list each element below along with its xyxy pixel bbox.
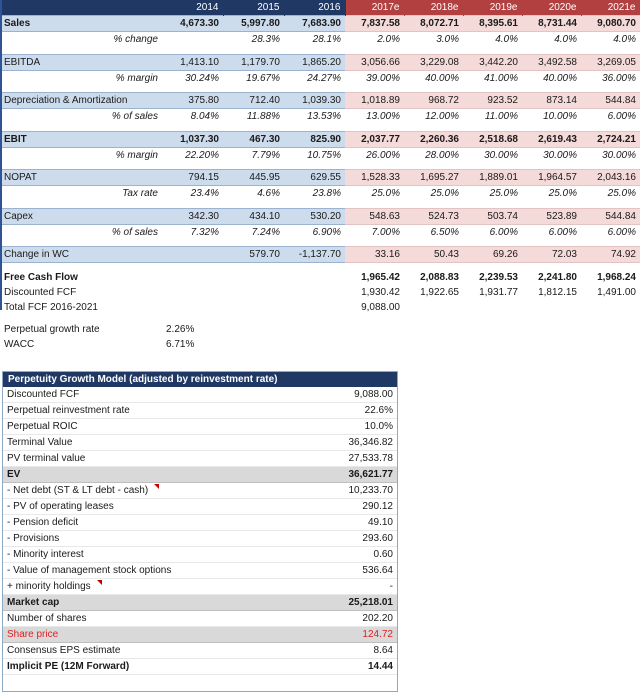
table-row <box>0 285 640 300</box>
cell-forecast: 1,931.77 <box>463 285 522 300</box>
panel-row-value: 36,346.82 <box>285 435 397 451</box>
cell-forecast: 2.0% <box>345 32 404 48</box>
panel-row-value: 10.0% <box>285 419 397 435</box>
cell-historic <box>223 285 284 300</box>
panel-row-label: Terminal Value <box>3 435 285 451</box>
cell-historic: 434.10 <box>223 208 284 224</box>
cell-historic <box>162 270 223 285</box>
table-body <box>0 16 640 352</box>
cell-historic: 19.67% <box>223 70 284 86</box>
cell-historic: 375.80 <box>162 93 223 109</box>
cell-empty <box>463 322 522 337</box>
assumption-value: 6.71% <box>162 337 223 352</box>
cell-forecast <box>463 300 522 315</box>
panel-row-label: - Provisions <box>3 531 285 547</box>
table-row <box>0 109 640 125</box>
cell-empty <box>345 337 404 352</box>
cell-historic: 7.32% <box>162 224 223 240</box>
cell-forecast: 2,241.80 <box>522 270 581 285</box>
cell-forecast: 2,088.83 <box>404 270 463 285</box>
panel-row <box>3 467 397 483</box>
panel-row-label: - Value of management stock options <box>3 563 285 579</box>
panel-row-value: 49.10 <box>285 515 397 531</box>
cell-forecast: 3,056.66 <box>345 54 404 70</box>
cell-historic: 1,413.10 <box>162 54 223 70</box>
panel-title: Perpetuity Growth Model (adjusted by reinvestment rate) <box>3 372 397 387</box>
cell-forecast: 13.00% <box>345 109 404 125</box>
panel-row <box>3 643 397 659</box>
cell-historic: 23.4% <box>162 186 223 202</box>
cell-historic: 467.30 <box>223 131 284 147</box>
panel-row-value: 0.60 <box>285 547 397 563</box>
cell-forecast: 30.00% <box>581 147 640 163</box>
cell-historic <box>284 300 345 315</box>
cell-forecast: 33.16 <box>345 247 404 263</box>
row-label: EBIT <box>0 131 162 147</box>
cell-forecast: 30.00% <box>463 147 522 163</box>
cell-historic <box>162 32 223 48</box>
cell-historic: 794.15 <box>162 170 223 186</box>
panel-row-value: 25,218.01 <box>285 595 397 611</box>
panel-row-value: 290.12 <box>285 499 397 515</box>
cell-forecast: 40.00% <box>522 70 581 86</box>
cell-forecast: 6.00% <box>581 109 640 125</box>
panel-row-label: EV <box>3 467 285 483</box>
panel-row <box>3 515 397 531</box>
cell-empty <box>463 337 522 352</box>
panel-row-value: - <box>285 579 397 595</box>
cell-forecast: 4.0% <box>581 32 640 48</box>
cell-forecast: 36.00% <box>581 70 640 86</box>
cell-empty <box>404 322 463 337</box>
cell-forecast: 8,395.61 <box>463 16 522 32</box>
cell-historic: 825.90 <box>284 131 345 147</box>
cell-forecast: 2,724.21 <box>581 131 640 147</box>
panel-row <box>3 627 397 643</box>
panel-row <box>3 531 397 547</box>
row-sublabel: % of sales <box>111 111 158 122</box>
panel-row-label: + minority holdings <box>3 579 285 595</box>
cell-historic: 22.20% <box>162 147 223 163</box>
panel-row-value: 27,533.78 <box>285 451 397 467</box>
panel-row <box>3 595 397 611</box>
cell-forecast: 9,088.00 <box>345 300 404 315</box>
cell-forecast: 6.00% <box>463 224 522 240</box>
row-sublabel: % margin <box>115 72 158 84</box>
cell-forecast: 923.52 <box>463 93 522 109</box>
row-label: Total FCF 2016-2021 <box>0 300 162 315</box>
panel-row-label: Consensus EPS estimate <box>3 643 285 659</box>
panel-row-label: Perpetual reinvestment rate <box>3 403 285 419</box>
row-spacer <box>0 315 640 322</box>
cell-historic: 4,673.30 <box>162 16 223 32</box>
cell-forecast: 523.89 <box>522 208 581 224</box>
row-spacer <box>0 47 640 54</box>
row-label: NOPAT <box>0 170 162 186</box>
perpetuity-table <box>3 387 397 691</box>
cell-forecast <box>522 300 581 315</box>
cell-historic: 342.30 <box>162 208 223 224</box>
panel-row-label: - PV of operating leases <box>3 499 285 515</box>
assumption-row <box>0 322 640 337</box>
cell-historic: 1,179.70 <box>223 54 284 70</box>
cell-forecast: 30.00% <box>522 147 581 163</box>
table-row <box>0 147 640 163</box>
table-row <box>0 131 640 147</box>
cell-empty <box>284 337 345 352</box>
cell-forecast: 3.0% <box>404 32 463 48</box>
assumption-label: Perpetual growth rate <box>0 322 162 337</box>
header-blank-cell <box>0 0 162 16</box>
panel-row <box>3 483 397 499</box>
panel-row-label: Perpetual ROIC <box>3 419 285 435</box>
cell-historic: 28.1% <box>284 32 345 48</box>
row-sublabel: % change <box>113 34 158 45</box>
cell-forecast: 1,968.24 <box>581 270 640 285</box>
cell-forecast: 25.0% <box>404 186 463 202</box>
panel-row <box>3 547 397 563</box>
cell-historic <box>284 285 345 300</box>
cell-forecast: 26.00% <box>345 147 404 163</box>
panel-row <box>3 579 397 595</box>
assumption-row <box>0 337 640 352</box>
cell-forecast: 72.03 <box>522 247 581 263</box>
cell-empty <box>284 322 345 337</box>
cell-empty <box>404 337 463 352</box>
row-sublabel: Tax rate <box>122 188 158 199</box>
table-header <box>0 0 640 16</box>
row-sublabel: % margin <box>115 149 158 161</box>
table-row <box>0 32 640 48</box>
cell-empty <box>522 322 581 337</box>
panel-row <box>3 435 397 451</box>
row-spacer <box>0 124 640 131</box>
cell-forecast: 544.84 <box>581 208 640 224</box>
cell-forecast: 4.0% <box>463 32 522 48</box>
cell-historic: 8.04% <box>162 109 223 125</box>
table-row <box>0 16 640 32</box>
panel-row-label: Number of shares <box>3 611 285 627</box>
panel-row-value: 293.60 <box>285 531 397 547</box>
cell-forecast: 1,965.42 <box>345 270 404 285</box>
cell-forecast: 9,080.70 <box>581 16 640 32</box>
cell-forecast: 2,619.43 <box>522 131 581 147</box>
cell-historic: 4.6% <box>223 186 284 202</box>
column-header-2016: 2016 <box>284 0 345 16</box>
cell-forecast: 69.26 <box>463 247 522 263</box>
cell-historic: 5,997.80 <box>223 16 284 32</box>
cell-forecast: 503.74 <box>463 208 522 224</box>
table-row <box>0 54 640 70</box>
cell-forecast: 6.00% <box>522 224 581 240</box>
column-header-2019e: 2019e <box>463 0 522 16</box>
cell-historic <box>162 300 223 315</box>
cell-forecast: 3,442.20 <box>463 54 522 70</box>
cell-historic: 6.90% <box>284 224 345 240</box>
panel-bottom-pad <box>3 675 397 691</box>
cell-forecast: 1,889.01 <box>463 170 522 186</box>
cell-forecast: 8,072.71 <box>404 16 463 32</box>
cell-forecast: 2,239.53 <box>463 270 522 285</box>
cell-historic: 712.40 <box>223 93 284 109</box>
cell-historic <box>223 300 284 315</box>
cell-historic: 30.24% <box>162 70 223 86</box>
cell-historic: 1,039.30 <box>284 93 345 109</box>
cell-historic: 7,683.90 <box>284 16 345 32</box>
cell-historic: 445.95 <box>223 170 284 186</box>
cell-forecast: 2,043.16 <box>581 170 640 186</box>
panel-row <box>3 403 397 419</box>
cell-historic: 23.8% <box>284 186 345 202</box>
cell-historic: 1,865.20 <box>284 54 345 70</box>
panel-row-label: Market cap <box>3 595 285 611</box>
row-label: Sales <box>0 16 162 32</box>
panel-row-value: 22.6% <box>285 403 397 419</box>
panel-row-label: - Pension deficit <box>3 515 285 531</box>
cell-forecast: 1,018.89 <box>345 93 404 109</box>
table-row <box>0 186 640 202</box>
cell-forecast: 1,528.33 <box>345 170 404 186</box>
column-header-2014: 2014 <box>162 0 223 16</box>
column-header-2017e: 2017e <box>345 0 404 16</box>
cell-forecast: 28.00% <box>404 147 463 163</box>
cell-historic: 28.3% <box>223 32 284 48</box>
cell-forecast: 10.00% <box>522 109 581 125</box>
table-row <box>0 208 640 224</box>
table-row <box>0 93 640 109</box>
cell-historic: 1,037.30 <box>162 131 223 147</box>
table-row <box>0 224 640 240</box>
cell-historic: 13.53% <box>284 109 345 125</box>
panel-row-value: 36,621.77 <box>285 467 397 483</box>
cell-historic: 10.75% <box>284 147 345 163</box>
cell-forecast: 40.00% <box>404 70 463 86</box>
row-spacer <box>0 240 640 247</box>
cell-forecast <box>404 300 463 315</box>
cell-forecast: 968.72 <box>404 93 463 109</box>
cell-forecast: 873.14 <box>522 93 581 109</box>
cell-forecast: 548.63 <box>345 208 404 224</box>
cell-forecast: 11.00% <box>463 109 522 125</box>
cell-forecast: 1,964.57 <box>522 170 581 186</box>
panel-row <box>3 499 397 515</box>
cell-forecast: 25.0% <box>345 186 404 202</box>
panel-row-value: 9,088.00 <box>285 387 397 403</box>
cell-historic <box>284 270 345 285</box>
cell-forecast: 2,037.77 <box>345 131 404 147</box>
panel-row <box>3 563 397 579</box>
panel-row <box>3 387 397 403</box>
cell-forecast: 12.00% <box>404 109 463 125</box>
panel-row-value: 8.64 <box>285 643 397 659</box>
cell-historic: 7.79% <box>223 147 284 163</box>
table-row <box>0 270 640 285</box>
panel-row <box>3 659 397 675</box>
comment-marker-icon <box>97 580 102 585</box>
cell-forecast: 7.00% <box>345 224 404 240</box>
row-label: Discounted FCF <box>0 285 162 300</box>
panel-row-label: PV terminal value <box>3 451 285 467</box>
panel-row-value: 14.44 <box>285 659 397 675</box>
assumption-value: 2.26% <box>162 322 223 337</box>
cell-forecast: 2,260.36 <box>404 131 463 147</box>
panel-row-label: Share price <box>3 627 285 643</box>
row-label: Capex <box>0 208 162 224</box>
cell-empty <box>223 337 284 352</box>
row-sublabel: % of sales <box>111 226 158 238</box>
row-label: Free Cash Flow <box>0 270 162 285</box>
cell-forecast: 74.92 <box>581 247 640 263</box>
cell-historic: 24.27% <box>284 70 345 86</box>
cell-forecast: 3,492.58 <box>522 54 581 70</box>
cell-forecast: 8,731.44 <box>522 16 581 32</box>
cell-forecast: 1,695.27 <box>404 170 463 186</box>
cell-forecast: 544.84 <box>581 93 640 109</box>
column-header-2020e: 2020e <box>522 0 581 16</box>
row-spacer <box>0 86 640 93</box>
panel-row-label: - Minority interest <box>3 547 285 563</box>
cell-historic <box>223 270 284 285</box>
cell-forecast: 1,930.42 <box>345 285 404 300</box>
cell-forecast: 41.00% <box>463 70 522 86</box>
column-header-2018e: 2018e <box>404 0 463 16</box>
cell-forecast: 3,229.08 <box>404 54 463 70</box>
cell-historic <box>162 247 223 263</box>
cell-forecast: 3,269.05 <box>581 54 640 70</box>
cell-historic: 629.55 <box>284 170 345 186</box>
cell-forecast: 2,518.68 <box>463 131 522 147</box>
table-row <box>0 300 640 315</box>
cell-forecast: 1,491.00 <box>581 285 640 300</box>
perpetuity-growth-panel <box>2 371 398 692</box>
comment-marker-icon <box>154 484 159 489</box>
cell-historic: 579.70 <box>223 247 284 263</box>
cell-historic: 7.24% <box>223 224 284 240</box>
table-row <box>0 170 640 186</box>
row-label: Depreciation & Amortization <box>0 93 162 109</box>
panel-row-value: 10,233.70 <box>285 483 397 499</box>
assumption-label: WACC <box>0 337 162 352</box>
row-spacer <box>0 163 640 170</box>
cell-forecast: 6.00% <box>581 224 640 240</box>
cell-forecast: 4.0% <box>522 32 581 48</box>
cell-forecast: 25.0% <box>463 186 522 202</box>
cell-empty <box>581 322 640 337</box>
column-header-2015: 2015 <box>223 0 284 16</box>
cell-forecast: 25.0% <box>522 186 581 202</box>
cell-historic <box>162 285 223 300</box>
cell-historic: 530.20 <box>284 208 345 224</box>
cell-empty <box>522 337 581 352</box>
cell-forecast <box>581 300 640 315</box>
header-row <box>0 0 640 16</box>
cell-forecast: 50.43 <box>404 247 463 263</box>
cell-forecast: 39.00% <box>345 70 404 86</box>
table-row <box>0 247 640 263</box>
panel-row <box>3 451 397 467</box>
cell-forecast: 1,812.15 <box>522 285 581 300</box>
panel-row-label: - Net debt (ST & LT debt - cash) <box>3 483 285 499</box>
cell-forecast: 25.0% <box>581 186 640 202</box>
panel-row-value: 202.20 <box>285 611 397 627</box>
row-label: Change in WC <box>0 247 162 263</box>
panel-row <box>3 611 397 627</box>
panel-row-value: 124.72 <box>285 627 397 643</box>
cell-empty <box>581 337 640 352</box>
cell-empty <box>345 322 404 337</box>
row-label: EBITDA <box>0 54 162 70</box>
panel-row-label: Discounted FCF <box>3 387 285 403</box>
row-spacer <box>0 201 640 208</box>
cell-empty <box>223 322 284 337</box>
table-row <box>0 70 640 86</box>
cell-forecast: 1,922.65 <box>404 285 463 300</box>
cell-forecast: 6.50% <box>404 224 463 240</box>
cell-forecast: 7,837.58 <box>345 16 404 32</box>
row-spacer <box>0 263 640 270</box>
panel-row-label: Implicit PE (12M Forward) <box>3 659 285 675</box>
left-accent-bar <box>0 0 2 310</box>
panel-row-value: 536.64 <box>285 563 397 579</box>
cell-forecast: 524.73 <box>404 208 463 224</box>
cell-historic: -1,137.70 <box>284 247 345 263</box>
column-header-2021e: 2021e <box>581 0 640 16</box>
panel-row <box>3 419 397 435</box>
cell-historic: 11.88% <box>223 109 284 125</box>
